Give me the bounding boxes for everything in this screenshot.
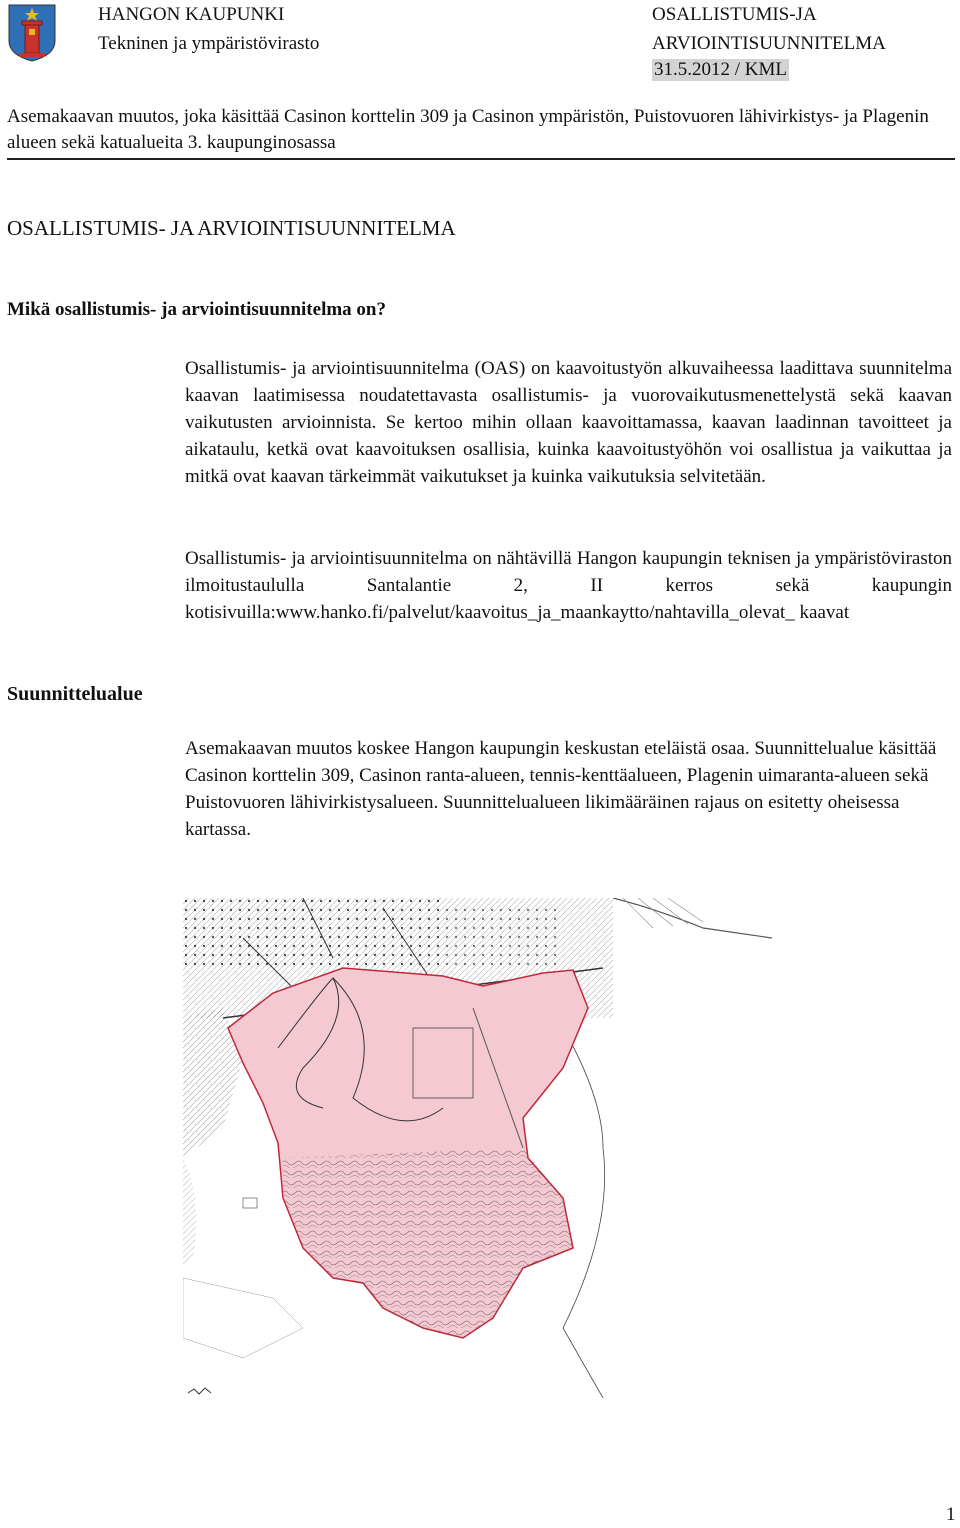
document-date-reference: 31.5.2012 / KML [654,59,787,80]
header-divider [7,158,955,160]
section-question-heading: Mikä osallistumis- ja arviointisuunnitelma on? [7,299,386,320]
hanko-crest-logo [7,3,57,63]
document-subject: Asemakaavan muutos, joka käsittää Casinon korttelin 309 ja Casinon ympäristön, Puistovuoren lähivirkistys- ja Plagenin alueen sekä katualueita 3. kaupunginosassa [7,106,929,153]
paragraph-availability: Osallistumis- ja arviointisuunnitelma on nähtävillä Hangon kaupungin teknisen ja ympäristöviraston ilmoitustaululla Santalantie 2, II kerros sekä kaupungin kotisivuilla:www.hanko.fi/palvelut/kaavoitus_ja_maankaytto/nahtavilla_olevat_ kaavat [185,548,952,623]
organization-name: HANGON KAUPUNKI [98,4,285,25]
page-number: 1 [946,1504,956,1525]
department-name: Tekninen ja ympäristövirasto [98,33,320,54]
section-planning-area-heading: Suunnittelualue [7,683,143,705]
planning-area-map [183,898,772,1408]
main-heading: OSALLISTUMIS- JA ARVIOINTISUUNNITELMA [7,216,456,240]
document-type-line1: OSALLISTUMIS-JA [652,4,817,25]
paragraph-planning-area: Asemakaavan muutos koskee Hangon kaupungin keskustan eteläistä osaa. Suunnittelualue käsittää Casinon korttelin 309, Casinon ranta-alueen, tennis-kenttäalueen, Plagenin uimaranta-alueen sekä Puistovuoren lähivirkistysalueen. Suunnittelualueen likimääräinen rajaus on esitetty oheisessa kartassa. [185,738,937,840]
document-type-line2: ARVIOINTISUUNNITELMA [652,33,886,54]
paragraph-oas-definition: Osallistumis- ja arviointisuunnitelma (OAS) on kaavoitustyön alkuvaiheessa laadittava suunnitelma kaavan laatimisessa noudatettavasta osallistumis- ja vuorovaikutusmenettelystä sekä kaavan vaikutusten arvioinnista. Se kertoo mihin ollaan kaavoittamassa, kaavan laadinnan tavoitteet ja aikataulu, ketkä ovat kaavoituksen osallisia, kuinka kaavoitustyöhön voi osallistua ja vaikuttaa ja mitkä ovat kaavan tärkeimmät vaikutukset ja kuinka vaikutuksia selvitetään. [185,358,952,487]
